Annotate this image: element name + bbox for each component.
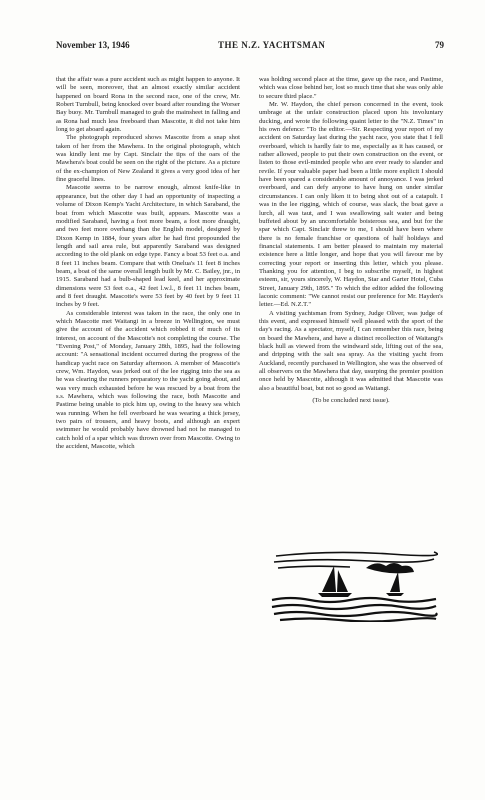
right-column: [259, 76, 443, 405]
paragraph: Mr. W. Haydon, the chief person concerned in the event, took umbrage at the unfair construction placed upon his involuntary ducking, and wrote the following quaint letter to the "N.Z. Times" in his own defence: "To the editor.—Sir. Respecting your report of my accident on Saturday last during the yacht race, you state that I fell overboard, which is hardly fair to me, especially as it has caused, or rather allowed, people to put their own construction on the event, or listen to those evil-minded people who are ever ready to slander and revile. If your valuable paper had been a little more explicit I should have been spared a considerable amount of annoyance. I was jerked overboard, and can defy anyone to have hung on under similar circumstances. I can only liken it to being shot out of a catapult. I was in the lee rigging, which of course, was slack, the boat gave a lurch, all was taut, and I was swallowing salt water and being buffeted about by an uncomfortable boisterous sea, and but for the spar which Capt. Sinclair threw to me, I should have been where there is no female franchise or questions of half holidays and financial statements. I am better pleased to maintain my material existence here a little longer, and hope that you will favour me by correcting your report or inserting this letter, which you please. Thanking you for attention, I beg to subscribe myself, in highest esteem, sir, yours sincerely, W. Haydon, Star and Garter Hotel, Cuba Street, January 29th, 1895." To which the editor added the following laconic comment: "We cannot resist our preference for Mr. Hayden's letter.—Ed. N.Z.T.": [259, 101, 443, 309]
left-column: [56, 76, 240, 451]
paragraph: that the affair was a pure accident such as might happen to anyone. It will be seen, moreover, that an almost exactly similar accident happened on board Rona in the second race, one of the crew, Mr. Robert Turnbull, being knocked over board after rounding the Worser Bay buoy. Mr. Turnbull managed to grab the mainsheet in falling and as Rona had much less freeboard than Mascotte, it did not take him long to get aboard again.: [56, 76, 240, 134]
cloud-shapes: [366, 563, 414, 573]
sea-waves: [272, 598, 437, 622]
boat-hulls: [318, 593, 404, 597]
page-header: [56, 40, 444, 54]
page-number: 79: [435, 40, 444, 50]
paragraph: was holding second place at the time, gave up the race, and Pastime, which was close behind her, lost so much time that she was only able to secure third place.": [259, 76, 443, 100]
issue-date: November 13, 1946: [56, 40, 130, 50]
paragraph: The photograph reproduced shows Mascotte from a snap shot taken of her from the Mawhera. In the original photograph, which was kindly lent me by Capt. Sinclair the tips of the oars of the Mawhera's boat could be seen on the right of the picture. As a picture of the ex-champion of New Zealand it gives a very good idea of her fine graceful lines.: [56, 134, 240, 184]
closing-note: (To be concluded next issue).: [312, 397, 390, 405]
publication-title: THE N.Z. YACHTSMAN: [218, 40, 326, 50]
sailing-vignette-illustration: [270, 548, 438, 622]
sky-lines: [274, 552, 437, 568]
paragraph: As considerable interest was taken in the race, the only one in which Mascotte met Waitangi in a breeze in Wellington, we must give the account of the accident which robbed it of much of its interest, on account of the Mascotte's not completing the course. The "Evening Post," of Monday, January 28th, 1895, had the following account: "A sensational incident occurred during the progress of the handicap yacht race on Saturday afternoon. A member of Mascotte's crew, Wm. Haydon, was jerked out of the lee rigging into the sea as he was clearing the runners preparatory to the yacht going about, and was very much exhausted before he was rescued by a boat from the s.s. Mawhera, which was following the race, both Mascotte and Pastime being unable to pick him up, owing to the heavy sea which was running. When he fell overboard he was wearing a thick jersey, two pairs of trousers, and heavy boots, and although an expert swimmer he would probably have drowned had not he managed to catch hold of a spar which was thrown over from Mascotte. Owing to the accident, Mascotte, which: [56, 309, 240, 451]
paragraph: Mascotte seems to be narrow enough, almost knife-like in appearance, but the other day I had an opportunity of inspecting a volume of Dixon Kemp's Yacht Architecture, in which Saraband, the boat from which Mascotte was built, appears. Mascotte was a modified Saraband, having a foot more beam, a foot more draught, and two feet more overhang than the English model, designed by Dixon Kemp in 1884, four years after he had first propounded the length and sail area rule, but apparently Saraband was designed according to the old plank on edge type. Fancy a boat 53 feet o.a. and 8 feet 11 inches beam. Compare that with Onelua's 11 feet 8 inches beam, a boat of the same overall length built by Mr. C. Bailey, jnr., in 1915. Saraband had a bulb-shaped lead keel, and her approximate dimensions were 53 feet o.a., 42 feet l.w.l., 8 feet 11 inches beam, and 8 feet draught. Mascotte's were 53 feet by 40 feet by 9 feet 11 inches by 9 feet.: [56, 184, 240, 309]
paragraph: A visiting yachtsman from Sydney, Judge Oliver, was judge of this event, and expressed himself well pleased with the sport of the day's racing. As a spectator, myself, I can remember this race, being on board the Mawhera, and have a distinct recollection of Waitangi's black hull as viewed from the windward side, lifting out of the sea, and dripping with the salt sea spray. As the visiting yacht from Auckland, recently purchased in Wellington, she was the observed of all observers on the Mawhera that day, usurping the premier position once held by Mascotte, although it was admitted that Mascotte was also a beautiful boat, but not so good as Waitangi.: [259, 309, 443, 392]
